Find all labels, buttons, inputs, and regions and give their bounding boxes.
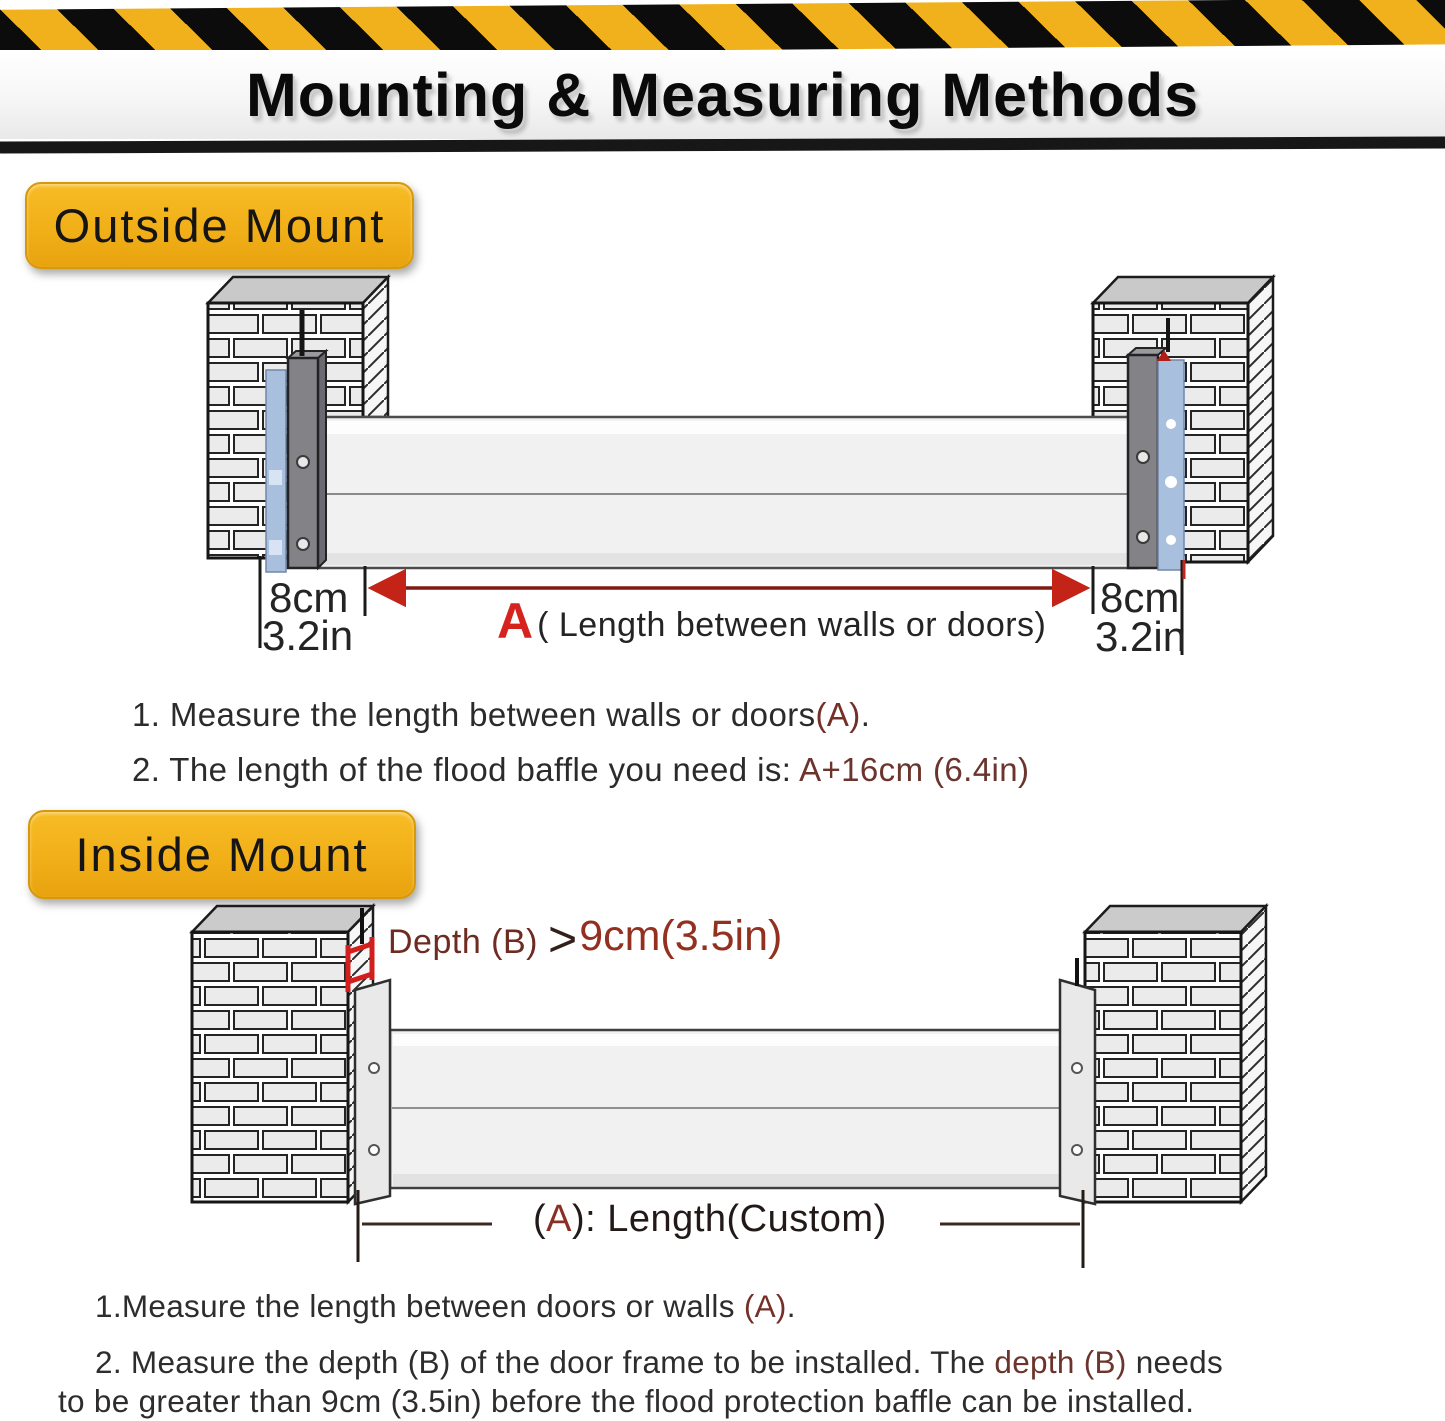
inside-mount-badge <box>28 810 416 899</box>
seal-strip-dot <box>1166 419 1176 429</box>
instruction-step-continued: to be greater than 9cm (3.5in) before the flood protection baffle can be installed. <box>58 1383 1195 1419</box>
flood-barrier-panels <box>320 417 1138 568</box>
greater-than-sign: > <box>548 911 578 967</box>
inside-mount-badge-label: Inside Mount <box>75 828 369 881</box>
right-overhang-in: 3.2in <box>1095 613 1187 660</box>
instruction-step: 1. Measure the length between walls or doors(A). <box>132 696 871 733</box>
barrier-highlight <box>393 1034 1059 1046</box>
pillar-side-face <box>1241 906 1266 1202</box>
title-band <box>0 50 1445 139</box>
channel-plate <box>1060 980 1095 1204</box>
outside-mount-badge <box>25 182 414 269</box>
flood-barrier-panels <box>390 1030 1062 1188</box>
pillar-brick-face <box>1085 932 1241 1202</box>
screw-hole <box>297 538 309 550</box>
hazard-tape-banner <box>0 0 1445 56</box>
title-divider <box>0 136 1445 153</box>
depth-annotation <box>388 911 783 967</box>
accent-a: (A) <box>815 696 861 733</box>
screw-hole <box>1137 531 1149 543</box>
accent-formula: A+16cm (6.4in) <box>799 751 1030 788</box>
left-overhang-cm: 8cm <box>269 574 349 621</box>
screw-hole <box>369 1063 379 1073</box>
depth-annotation-label: Depth (B) <box>388 923 538 961</box>
pillar-side-face <box>363 277 388 417</box>
length-annotation <box>497 593 1047 649</box>
seal-strip-pad <box>269 540 282 555</box>
screw-hole <box>369 1145 379 1155</box>
instruction-step: 2. The length of the flood baffle you need is: A+16cm (6.4in) <box>132 751 1030 788</box>
seal-strip-dot <box>1165 476 1177 488</box>
right-brick-pillar <box>1085 906 1266 1202</box>
length-annotation-a: A <box>497 593 534 649</box>
channel-plate <box>355 980 390 1204</box>
left-seal-strip <box>266 370 286 572</box>
instruction-step: 1.Measure the length between doors or walls (A). <box>95 1288 796 1324</box>
left-overhang-in: 3.2in <box>262 612 354 659</box>
pillar-brick-face <box>192 932 348 1202</box>
length-annotation-a: A <box>546 1198 573 1240</box>
page-title: Mounting & Measuring Methods <box>245 60 1200 129</box>
pillar-side-face <box>1248 277 1273 562</box>
screw-hole <box>1072 1145 1082 1155</box>
seal-strip-pad <box>269 470 282 485</box>
screw-hole <box>1072 1063 1082 1073</box>
screw-hole <box>297 456 309 468</box>
barrier-shadow <box>393 1174 1059 1186</box>
seal-strip-dot <box>1166 535 1176 545</box>
instruction-step: 2. Measure the depth (B) of the door frame to be installed. The depth (B) needs <box>95 1344 1224 1380</box>
barrier-panel-body <box>320 417 1138 568</box>
accent-depth-b: depth (B) <box>994 1344 1127 1380</box>
length-annotation: (A): Length(Custom) <box>533 1198 887 1240</box>
barrier-shadow <box>323 553 1135 565</box>
accent-a: (A) <box>743 1288 787 1324</box>
right-channel-plate <box>1060 958 1095 1204</box>
pillar-top-face <box>208 277 388 303</box>
barrier-highlight <box>323 421 1135 434</box>
outside-mount-instructions <box>132 696 1029 806</box>
outside-mount-badge-label: Outside Mount <box>53 199 386 252</box>
screw-hole <box>1137 451 1149 463</box>
pillar-top-face <box>1085 906 1266 932</box>
length-annotation-text: ( Length between walls or doors) <box>537 606 1047 644</box>
pillar-top-face <box>1093 277 1273 303</box>
depth-annotation-value: 9cm(3.5in) <box>579 912 783 960</box>
pillar-top-face <box>192 906 373 932</box>
right-overhang-cm: 8cm <box>1100 574 1180 621</box>
